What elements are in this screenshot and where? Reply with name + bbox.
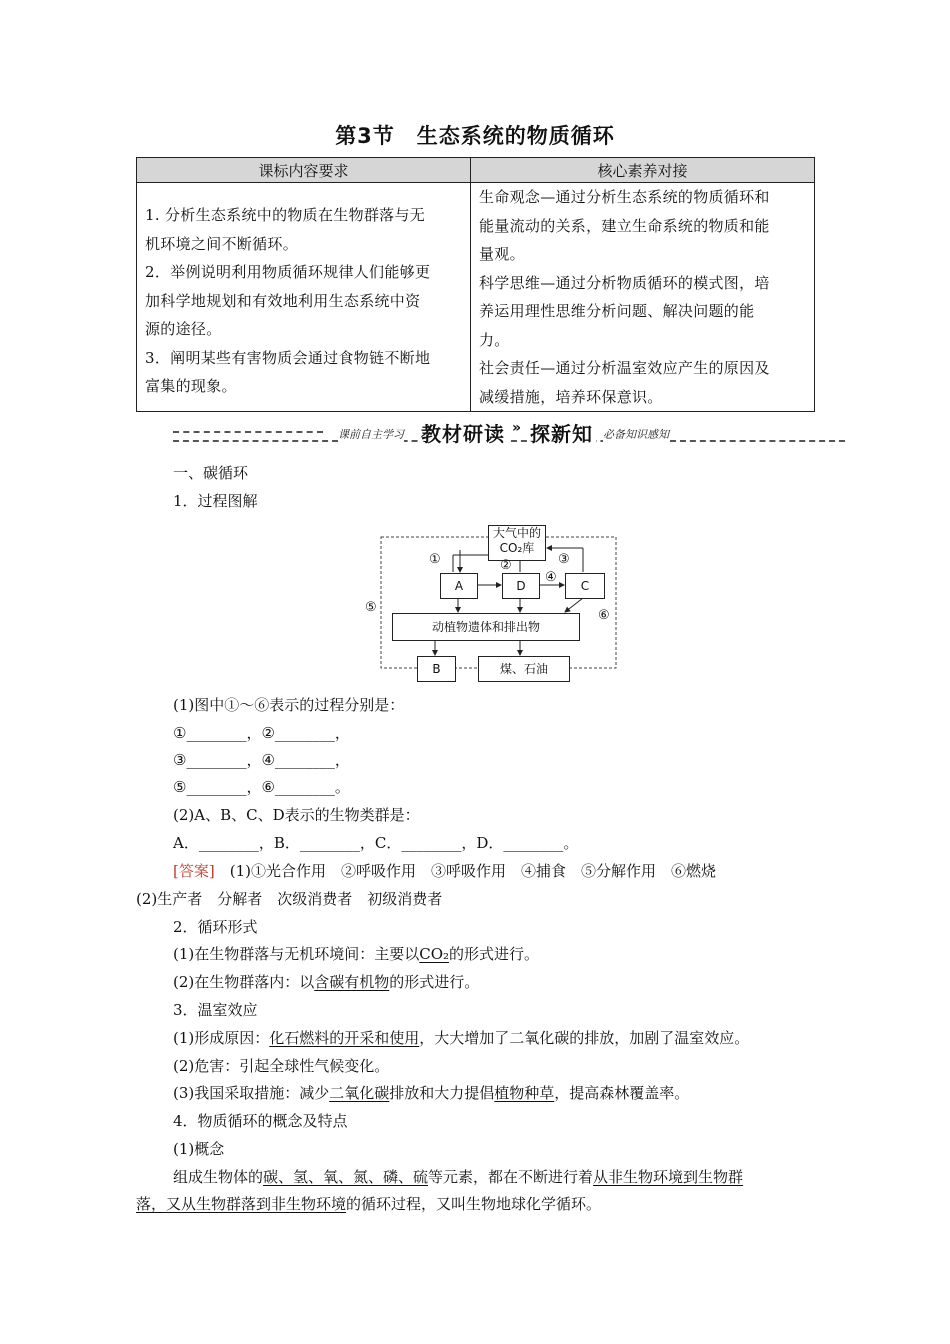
- standards-line: 2．举例说明利用物质循环规律人们能够更: [145, 263, 431, 281]
- standards-line: 机环境之间不断循环。: [145, 234, 299, 253]
- chevron-right-icon: »: [512, 420, 523, 436]
- section-banner: [173, 418, 845, 448]
- answer-line-2: (2)生产者 分解者 次级消费者 初级消费者: [136, 890, 443, 908]
- paragraph-line: [173, 1166, 863, 1188]
- box-c: C: [565, 573, 605, 599]
- label-5: ⑤: [365, 600, 377, 615]
- question-1-blanks: ③________，④________，: [173, 751, 350, 769]
- standards-line: 源的途径。: [145, 320, 222, 338]
- text: ，提高森林覆盖率。: [554, 1084, 690, 1102]
- underlined-answer: 落，又从生物群落到非生物环境: [136, 1195, 347, 1213]
- banner-main-text-2: 探新知: [527, 418, 596, 447]
- carbon-cycle-diagram: [365, 520, 627, 686]
- competency-line: 生命观念—通过分析生态系统的物质循环和: [479, 188, 770, 206]
- paragraph-line: [136, 1193, 826, 1215]
- remains-box: 动植物遗体和排出物: [392, 613, 580, 641]
- banner-main-text: 教材研读: [418, 418, 508, 447]
- paragraph-line: [173, 943, 863, 965]
- standards-line: 1. 分析生态系统中的物质在生物群落与无: [145, 206, 426, 224]
- question-1: (1)图中①～⑥表示的过程分别是：: [173, 696, 405, 714]
- label-3: ③: [558, 552, 570, 567]
- competency-line: 科学思维—通过分析物质循环的模式图，培: [479, 273, 770, 292]
- banner-right-text: 必备知识感知: [603, 428, 669, 441]
- label-4: ④: [545, 570, 557, 585]
- sub-heading: 1．过程图解: [173, 492, 258, 510]
- text: 等元素，都在不断进行着: [428, 1168, 594, 1186]
- paragraph-line: (1)概念: [173, 1140, 225, 1158]
- question-2: (2)A、B、C、D表示的生物类群是：: [173, 806, 420, 824]
- competency-line: 养运用理性思维分析问题、解决问题的能: [479, 302, 755, 320]
- standards-line: 3．阐明某些有害物质会通过食物链不断地: [145, 348, 431, 367]
- question-1-blanks: ①________，②________，: [173, 724, 350, 742]
- competency-line: 量观。: [479, 245, 525, 263]
- box-a: A: [440, 573, 478, 599]
- box-d: D: [502, 573, 540, 599]
- question-2-blanks: A．________，B．________，C．________，D．________。: [173, 834, 579, 852]
- sub-heading: 3．温室效应: [173, 1001, 258, 1019]
- competency-line: 能量流动的关系，建立生命系统的物质和能: [479, 216, 770, 235]
- banner-left-text: 课前自主学习: [338, 428, 404, 441]
- label-2: ②: [500, 558, 512, 573]
- competency-line: 减缓措施，培养环保意识。: [479, 387, 663, 406]
- label-1: ①: [429, 552, 441, 567]
- question-1-blanks: ⑤________，⑥________。: [173, 778, 350, 796]
- paragraph-line: (2)危害：引起全球性气候变化。: [173, 1057, 390, 1075]
- text: 排放和大力提倡: [389, 1084, 495, 1102]
- header-standards: 课标内容要求: [137, 158, 471, 183]
- underlined-answer: 二氧化碳: [329, 1084, 390, 1102]
- competency-line: 力。: [479, 330, 510, 349]
- underlined-answer: 化石燃料的开采和使用: [269, 1029, 420, 1047]
- co2-label: CO₂库: [499, 541, 535, 555]
- standards-line: 加科学地规划和有效地利用生态系统中资: [145, 291, 421, 310]
- paragraph-line: [173, 1027, 863, 1049]
- text: (1)在生物群落与无机环境间：主要以: [173, 945, 420, 963]
- section-heading: 一、碳循环: [173, 464, 249, 482]
- underlined-answer: 从非生物环境到生物群: [593, 1168, 744, 1186]
- answer-text: (1)①光合作用 ②呼吸作用 ③呼吸作用 ④捕食 ⑤分解作用 ⑥燃烧: [214, 862, 716, 880]
- box-b: B: [417, 656, 456, 682]
- atmosphere-label: 大气中的: [492, 526, 541, 540]
- text: 组成生物体的: [173, 1168, 264, 1186]
- text: 的形式进行。: [389, 973, 480, 991]
- text: ，大大增加了二氧化碳的排放，加剧了温室效应。: [419, 1029, 750, 1047]
- underlined-answer: 碳、氢、氧、氮、磷、硫: [263, 1168, 429, 1186]
- text: (1)形成原因：: [173, 1029, 270, 1047]
- answer-tag: [答案]: [173, 862, 215, 880]
- sub-heading: 4．物质循环的概念及特点: [173, 1112, 348, 1130]
- requirements-table: [136, 157, 815, 412]
- atmosphere-co2-box: [488, 525, 546, 561]
- underlined-answer: CO₂: [419, 945, 450, 963]
- header-competencies: 核心素养对接: [471, 158, 815, 183]
- text: (2)在生物群落内：以: [173, 973, 315, 991]
- fossil-fuel-box: 煤、石油: [478, 656, 570, 682]
- answer-line: [173, 860, 863, 882]
- competencies-cell: [471, 183, 815, 412]
- sub-heading: 2．循环形式: [173, 918, 258, 936]
- page-title: 第3节 生态系统的物质循环: [335, 124, 615, 148]
- standards-cell: [137, 183, 471, 412]
- standards-line: 富集的现象。: [145, 377, 237, 395]
- competency-line: 社会责任—通过分析温室效应产生的原因及: [479, 359, 770, 377]
- underlined-answer: 含碳有机物: [314, 973, 390, 991]
- paragraph-line: [173, 1082, 863, 1104]
- text: 的形式进行。: [449, 945, 540, 963]
- paragraph-line: [173, 971, 863, 993]
- text: 的循环过程，又叫生物地球化学循环。: [346, 1195, 602, 1213]
- text: (3)我国采取措施：减少: [173, 1084, 330, 1102]
- label-6: ⑥: [598, 608, 610, 623]
- underlined-answer: 植物种草: [494, 1084, 555, 1102]
